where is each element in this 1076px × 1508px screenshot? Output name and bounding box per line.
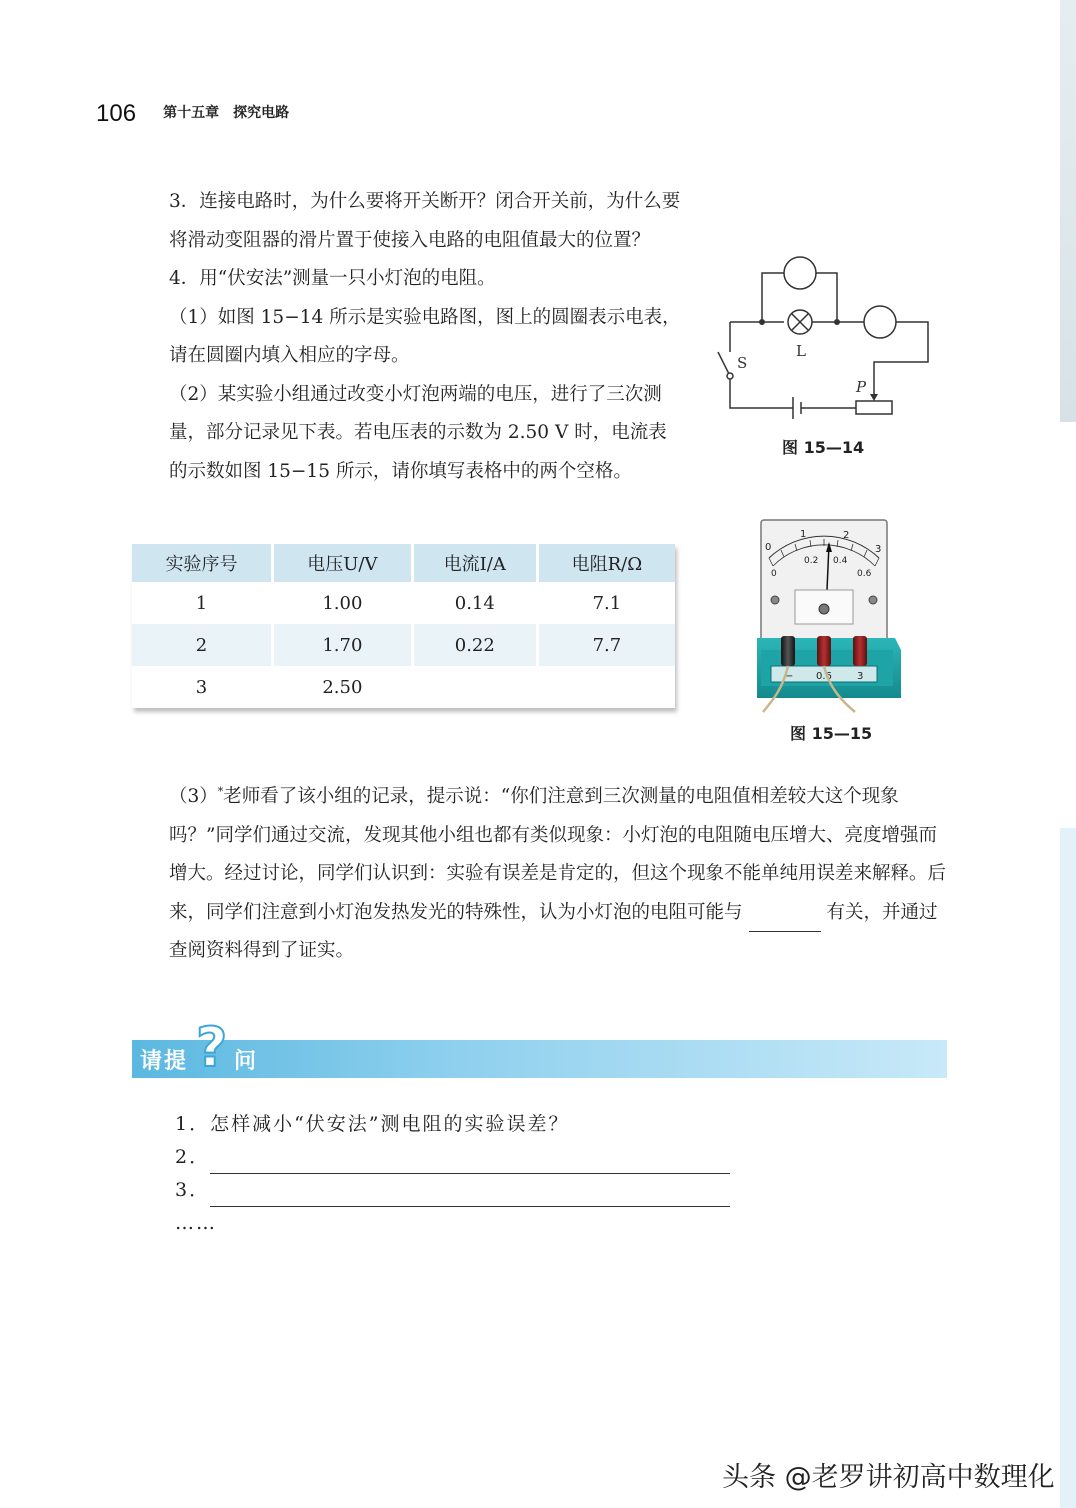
fill-blank[interactable]	[749, 907, 821, 932]
question-3: 3．连接电路时，为什么要将开关断开？闭合开关前，为什么要将滑动变阻器的滑片置于使接入电路的电阻值最大的位置？	[169, 191, 681, 251]
watermark: 头条 @老罗讲初高中数理化	[722, 1462, 1055, 1493]
scale-top-3: 3	[875, 544, 882, 555]
table-cell	[412, 666, 537, 708]
figure-caption-14: 图 15—14	[782, 438, 865, 457]
table-row	[132, 582, 675, 624]
table-header: 实验序号	[132, 544, 272, 582]
ask-banner	[132, 1016, 947, 1079]
questions-block	[132, 183, 682, 491]
table-cell: 2	[132, 624, 272, 666]
list-item: 1．怎样减小“伏安法”测电阻的实验误差？	[175, 1113, 570, 1135]
terminal-minus: −	[785, 671, 794, 682]
answer-line[interactable]	[210, 1184, 730, 1207]
scale-top-0: 0	[765, 542, 772, 553]
page-edge-strip-lower	[1060, 828, 1076, 1508]
scale-top-2: 2	[843, 530, 850, 541]
scale-bottom-0: 0	[771, 569, 777, 579]
table-header: 电流I/A	[412, 544, 537, 582]
list-item	[175, 1141, 730, 1174]
question-mark-icon: ?	[196, 1016, 228, 1079]
paragraph-3	[132, 773, 947, 971]
paragraph-3-end: 有关，并通过查阅资料得到了证实。	[169, 901, 938, 962]
table-row	[132, 624, 675, 666]
paragraph-3-body: 老师看了该小组的记录，提示说：“你们注意到三次测量的电阻值相差较大这个现象吗？”同学们通过交流，发现其他小组也都有类似现象：小灯泡的电阻随电压增大、亮度增强而增大。经过讨论，同学们认识到：实验有误差是肯定的，但这个现象不能单纯用误差来解释。后来，同学们注意到小灯泡发热发光的特殊性，认为小灯泡的电阻可能与	[169, 786, 947, 923]
page-number: 106	[96, 100, 137, 127]
circuit-diagram	[700, 250, 950, 430]
table-header: 电压U/V	[272, 544, 412, 582]
table-cell: 3	[132, 666, 272, 708]
terminal-06: 0.6	[816, 671, 832, 682]
list-item-number: 3．	[175, 1179, 211, 1201]
table-header: 电阻R/Ω	[537, 544, 675, 582]
slider-label: P	[856, 378, 867, 396]
question-4-2: （2）某实验小组通过改变小灯泡两端的电压，进行了三次测量，部分记录见下表。若电压表的示数为 2.50 V 时，电流表的示数如图 15−15 所示，请你填写表格中的两个空格。	[169, 383, 667, 482]
measurement-table	[132, 544, 675, 708]
switch-label: S	[737, 354, 748, 372]
scale-bottom-2: 0.4	[833, 556, 848, 566]
table-cell: 2.50	[272, 666, 412, 708]
ammeter-illustration	[755, 518, 905, 713]
ask-title-a: 请提	[140, 1049, 189, 1074]
terminal-3: 3	[857, 671, 864, 682]
paragraph-3-prefix: （3）	[169, 786, 218, 808]
question-4-1: （1）如图 15−14 所示是实验电路图，图上的圆圈表示电表，请在圆圈内填入相应的字母。	[169, 306, 681, 366]
page-edge-strip	[1060, 0, 1076, 422]
figure-caption-15: 图 15—15	[790, 724, 873, 743]
list-item	[175, 1174, 730, 1207]
table-cell: 0.14	[412, 582, 537, 624]
answer-line[interactable]	[210, 1151, 730, 1174]
page-header	[96, 100, 289, 128]
list-item-number: 2．	[175, 1146, 211, 1168]
table-cell: 0.22	[412, 624, 537, 666]
chapter-title: 第十五章 探究电路	[163, 105, 290, 121]
list-item: ……	[175, 1212, 217, 1234]
star-mark: *	[217, 785, 224, 798]
scale-bottom-1: 0.2	[804, 556, 819, 566]
ask-title-b: 问	[234, 1049, 257, 1074]
table-cell: 1.70	[272, 624, 412, 666]
question-4: 4．用“伏安法”测量一只小灯泡的电阻。	[169, 268, 496, 289]
table-cell: 7.1	[592, 592, 622, 614]
table-row	[132, 666, 675, 708]
ask-question-list	[175, 1108, 730, 1240]
table-cell: 1	[132, 582, 272, 624]
scale-bottom-3: 0.6	[857, 569, 872, 579]
scale-top-1: 1	[800, 529, 807, 540]
table-cell: 7.7	[537, 624, 675, 666]
table-cell	[537, 666, 675, 708]
lamp-label: L	[796, 342, 806, 360]
table-cell: 1.00	[272, 582, 412, 624]
